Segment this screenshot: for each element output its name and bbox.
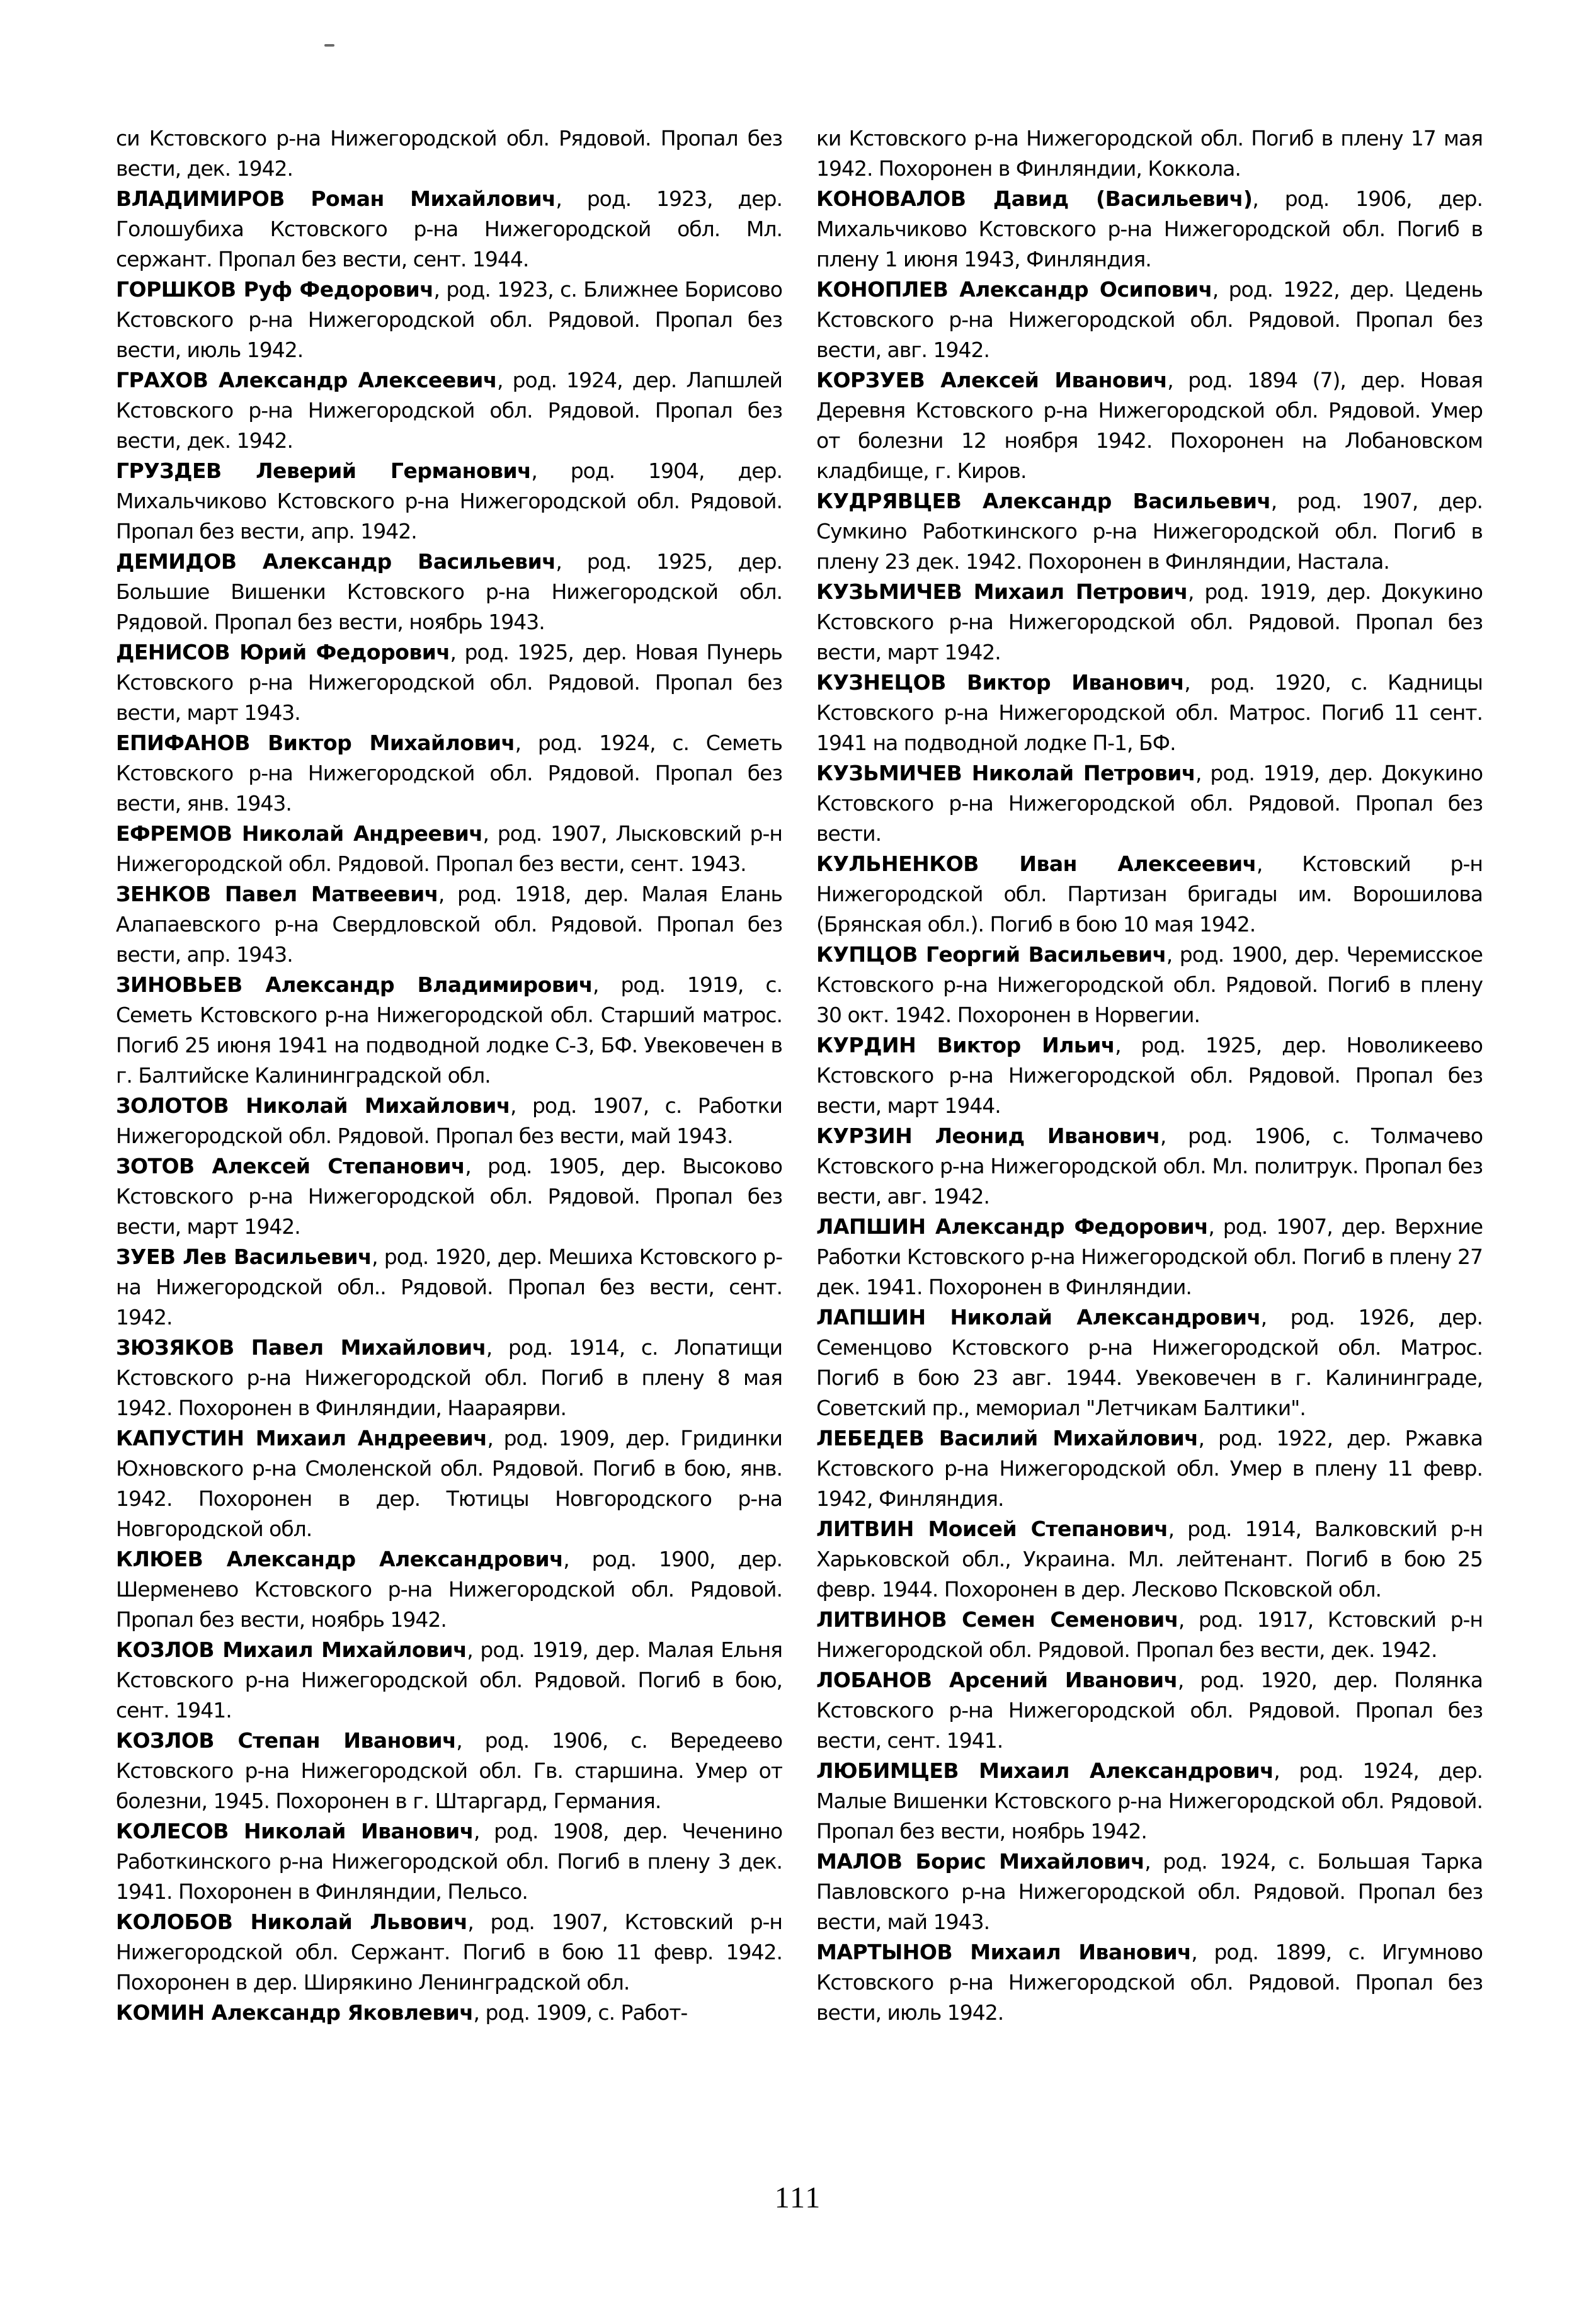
entry-name: ЛИТВИНОВ Семен Семенович xyxy=(816,1607,1178,1632)
entry-details: , род. 1919, с. Семеть Кстовского р-на Нижегородской обл. Старший матрос. Погиб 25 июня 1941 на подводной лодке С-3, БФ. Увековечен в г. Балтийске Калининградской обл. xyxy=(116,972,782,1088)
memorial-entry xyxy=(816,1665,1483,1756)
entry-details: , род. 1894 (7), дер. Новая Деревня Кстовского р-на Нижегородской обл. Рядовой. Умер от болезни 12 ноября 1942. Похоронен на Лобановском кладбище, г. Киров. xyxy=(816,368,1483,483)
entry-details: , род. 1920, дер. Полянка Кстовского р-на Нижегородской обл. Рядовой. Пропал без вести, сент. 1941. xyxy=(816,1668,1483,1753)
memorial-entry xyxy=(816,1847,1483,1937)
entry-name: КУЗЬМИЧЕВ Николай Петрович xyxy=(816,761,1196,785)
entry-name: КУЗЬМИЧЕВ Михаил Петрович xyxy=(816,579,1188,604)
entry-name: КУЗНЕЦОВ Виктор Иванович xyxy=(816,670,1185,695)
entry-name: ЛОБАНОВ Арсений Иванович xyxy=(816,1668,1178,1692)
memorial-entry xyxy=(816,1302,1483,1423)
entry-details: , род. 1919, дер. Докукино Кстовского р-на Нижегородской обл. Рядовой. Пропал без вести, март 1942. xyxy=(816,579,1483,664)
entry-name: ЕФРЕМОВ Николай Андреевич xyxy=(116,821,483,846)
entry-details: , род. 1924, дер. Лапшлей Кстовского р-на Нижегородской обл. Рядовой. Пропал без вести, дек. 1942. xyxy=(116,368,783,453)
entry-name: МАРТЫНОВ Михаил Иванович xyxy=(816,1940,1192,1964)
page-number: 111 xyxy=(774,2181,822,2214)
memorial-entry xyxy=(816,940,1483,1030)
entry-details: , род. 1905, дер. Высоково Кстовского р-на Нижегородской обл. Рядовой. Пропал без вести, март 1942. xyxy=(116,1154,782,1239)
memorial-entry xyxy=(116,1907,782,1998)
memorial-entry xyxy=(116,637,782,728)
entry-name: ЗОТОВ Алексей Степанович xyxy=(116,1154,465,1178)
entry-name: КОНОПЛЕВ Александр Осипович xyxy=(816,277,1212,302)
memorial-entry xyxy=(816,577,1483,668)
entry-name: КОМИН Александр Яковлевич xyxy=(116,2000,474,2025)
entry-name: КОЛОБОВ Николай Львович xyxy=(116,1910,468,1934)
entry-details: , род. 1909, дер. Гридинки Юхновского р-на Смоленской обл. Рядовой. Погиб в бою, янв. 1942. Похоронен в дер. Тютицы Новгородского р-на Новгородской обл. xyxy=(116,1426,782,1541)
entry-details: , род. 1922, дер. Ржавка Кстовского р-на Нижегородской обл. Умер в плену 11 февр. 1942, Финляндия. xyxy=(816,1426,1483,1511)
entry-name: ЛИТВИН Моисей Степанович xyxy=(816,1517,1168,1541)
memorial-entry xyxy=(816,668,1483,758)
memorial-entry xyxy=(116,1423,782,1544)
entry-name: КОРЗУЕВ Алексей Иванович xyxy=(816,368,1168,392)
memorial-entry xyxy=(816,1937,1483,2028)
memorial-entry xyxy=(116,547,782,637)
entry-details: , род. 1900, дер. Черемисское Кстовского р-на Нижегородской обл. Рядовой. Погиб в плену 30 окт. 1942. Похоронен в Норвегии. xyxy=(816,942,1483,1027)
memorial-entry xyxy=(816,1514,1483,1605)
entry-name: ЗЮЗЯКОВ Павел Михайлович xyxy=(116,1335,486,1360)
entry-details: , род. 1925, дер. Новоликеево Кстовского р-на Нижегородской обл. Рядовой. Пропал без вести, март 1944. xyxy=(816,1033,1483,1118)
entry-details: , род. 1906, с. Вередеево Кстовского р-на Нижегородской обл. Гв. старшина. Умер от болезни, 1945. Похоронен в г. Штаргард, Германия. xyxy=(116,1728,783,1813)
entry-name: ЛАПШИН Николай Александрович xyxy=(816,1305,1261,1330)
entry-details: , род. 1925, дер. Новая Пунерь Кстовского р-на Нижегородской обл. Рядовой. Пропал без вести, март 1943. xyxy=(116,640,782,725)
entry-details: , род. 1914, с. Лопатищи Кстовского р-на Нижегородской обл. Погиб в плену 8 мая 1942. Похоронен в Финляндии, Наараярви. xyxy=(116,1335,783,1420)
entry-name: КОЛЕСОВ Николай Иванович xyxy=(116,1819,474,1843)
entry-name: ЕПИФАНОВ Виктор Михайлович xyxy=(116,731,515,755)
entry-details: , род. 1907, дер. Сумкино Работкинского р-на Нижегородской обл. Погиб в плену 23 дек. 1942. Похоронен в Финляндии, Настала. xyxy=(816,489,1483,574)
entry-name: КОЗЛОВ Степан Иванович xyxy=(116,1728,457,1753)
entry-name: ДЕНИСОВ Юрий Федорович xyxy=(116,640,450,664)
entry-details: , род. 1914, Валковский р-н Харьковской обл., Украина. Мл. лейтенант. Погиб в бою 25 февр. 1944. Похоронен в дер. Лесково Псковской обл. xyxy=(816,1517,1483,1602)
memorial-entry xyxy=(816,1030,1483,1121)
entry-name: КОНОВАЛОВ Давид (Васильевич) xyxy=(816,186,1253,211)
entry-name: КУДРЯВЦЕВ Александр Васильевич xyxy=(816,489,1271,513)
entry-details: , род. 1926, дер. Семенцово Кстовского р-на Нижегородской обл. Матрос. Погиб в бою 23 авг. 1944. Увековечен в г. Калининграде, Советский пр., мемориал "Летчикам Балтики". xyxy=(816,1305,1483,1420)
entry-details: си Кстовского р-на Нижегородской обл. Рядовой. Пропал без вести, дек. 1942. xyxy=(116,126,782,181)
entry-details: , род. 1919, дер. Докукино Кстовского р-на Нижегородской обл. Рядовой. Пропал без вести. xyxy=(816,761,1483,846)
entry-details: , род. 1907, дер. Верхние Работки Кстовского р-на Нижегородской обл. Погиб в плену 27 дек. 1941. Похоронен в Финляндии. xyxy=(816,1214,1483,1299)
entry-name: КУПЦОВ Георгий Васильевич xyxy=(816,942,1166,967)
entry-name: КОЗЛОВ Михаил Михайлович xyxy=(116,1637,467,1662)
entry-name: ДЕМИДОВ Александр Васильевич xyxy=(116,549,556,574)
entry-name: ЗИНОВЬЕВ Александр Владимирович xyxy=(116,972,593,997)
memorial-entry xyxy=(116,1091,782,1151)
memorial-entry xyxy=(816,758,1483,849)
memorial-entry xyxy=(816,1121,1483,1212)
entry-name: ЗЕНКОВ Павел Матвеевич xyxy=(116,882,438,906)
memorial-entry xyxy=(116,1635,782,1726)
memorial-entry xyxy=(116,1998,782,2028)
memorial-entry xyxy=(116,1151,782,1242)
entry-continuation xyxy=(116,123,782,184)
entry-name: КУРЗИН Леонид Иванович xyxy=(816,1124,1160,1148)
entry-details: , род. 1904, дер. Михальчиково Кстовского р-на Нижегородской обл. Рядовой. Пропал без вести, апр. 1942. xyxy=(116,458,782,544)
entry-name: ЛАПШИН Александр Федорович xyxy=(816,1214,1209,1239)
memorial-entry xyxy=(116,184,782,275)
entry-details: , род. 1900, дер. Шерменево Кстовского р-на Нижегородской обл. Рядовой. Пропал без вести, ноябрь 1942. xyxy=(116,1547,782,1632)
memorial-entry xyxy=(816,365,1483,486)
entry-details: , род. 1907, Лысковский р-н Нижегородской обл. Рядовой. Пропал без вести, сент. 1943. xyxy=(116,821,782,876)
entry-name: ЗУЕВ Лев Васильевич xyxy=(116,1244,372,1269)
entry-details: , род. 1923, с. Ближнее Борисово Кстовского р-на Нижегородской обл. Рядовой. Пропал без вести, июль 1942. xyxy=(116,277,782,362)
entry-name: КУЛЬНЕНКОВ Иван Алексеевич xyxy=(816,851,1257,876)
memorial-entry xyxy=(116,728,782,819)
memorial-entry xyxy=(816,1756,1483,1847)
entry-details: , род. 1924, с. Семеть Кстовского р-на Нижегородской обл. Рядовой. Пропал без вести, янв. 1943. xyxy=(116,731,782,816)
entry-details: , род. 1906, с. Толмачево Кстовского р-на Нижегородской обл. Мл. политрук. Пропал без вести, авг. 1942. xyxy=(816,1124,1483,1209)
memorial-entry xyxy=(816,486,1483,577)
entry-name: ЗОЛОТОВ Николай Михайлович xyxy=(116,1093,511,1118)
memorial-entry xyxy=(116,970,782,1091)
entry-name: ЛЕБЕДЕВ Василий Михайлович xyxy=(816,1426,1199,1450)
memorial-entry xyxy=(816,275,1483,365)
entry-details: , род. 1924, дер. Малые Вишенки Кстовского р-на Нижегородской обл. Рядовой. Пропал без вести, ноябрь 1942. xyxy=(816,1758,1483,1843)
memorial-entry xyxy=(116,1242,782,1333)
entry-details: , род. 1906, дер. Михальчиково Кстовского р-на Нижегородской обл. Погиб в плену 1 июня 1943, Финляндия. xyxy=(816,186,1483,271)
entry-name: ГОРШКОВ Руф Федорович xyxy=(116,277,434,302)
memorial-entry xyxy=(116,879,782,970)
memorial-entry xyxy=(816,1212,1483,1302)
entry-details: ки Кстовского р-на Нижегородской обл. Погиб в плену 17 мая 1942. Похоронен в Финляндии, Коккола. xyxy=(816,126,1483,181)
entry-details: , род. 1907, Кстовский р-н Нижегородской обл. Сержант. Погиб в бою 11 февр. 1942. Похоронен в дер. Ширякино Ленинградской обл. xyxy=(116,1910,782,1995)
entry-details: , род. 1899, с. Игумново Кстовского р-на Нижегородской обл. Рядовой. Пропал без вести, июль 1942. xyxy=(816,1940,1483,2025)
entry-details: , род. 1918, дер. Малая Елань Алапаевского р-на Свердловской обл. Рядовой. Пропал без вести, апр. 1943. xyxy=(116,882,782,967)
memorial-entry xyxy=(116,1544,782,1635)
entry-details: , род. 1920, с. Кадницы Кстовского р-на Нижегородской обл. Матрос. Погиб 11 сент. 1941 на подводной лодке П-1, БФ. xyxy=(816,670,1483,755)
column-left xyxy=(116,123,782,2028)
memorial-entry xyxy=(116,819,782,879)
entry-details: , Кстовский р-н Нижегородской обл. Партизан бригады им. Ворошилова (Брянская обл.). Погиб в бою 10 мая 1942. xyxy=(816,851,1483,937)
memorial-entry xyxy=(816,1605,1483,1665)
entry-name: МАЛОВ Борис Михайлович xyxy=(816,1849,1145,1874)
entry-details: , род. 1907, с. Работки Нижегородской обл. Рядовой. Пропал без вести, май 1943. xyxy=(116,1093,783,1148)
entry-continuation xyxy=(816,123,1483,184)
memorial-entry xyxy=(116,1333,782,1423)
memorial-entry xyxy=(116,1816,782,1907)
entry-name: ВЛАДИМИРОВ Роман Михайлович xyxy=(116,186,556,211)
entry-name: КУРДИН Виктор Ильич xyxy=(816,1033,1115,1057)
entry-name: КЛЮЕВ Александр Александрович xyxy=(116,1547,564,1571)
entry-details: , род. 1919, дер. Малая Ельня Кстовского р-на Нижегородской обл. Рядовой. Погиб в бою, сент. 1941. xyxy=(116,1637,783,1723)
scan-artifact xyxy=(324,44,334,47)
entry-details: , род. 1923, дер. Голошубиха Кстовского р-на Нижегородской обл. Мл. сержант. Пропал без вести, сент. 1944. xyxy=(116,186,782,271)
entry-name: ГРАХОВ Александр Алексеевич xyxy=(116,368,497,392)
memorial-entry xyxy=(116,365,782,456)
memorial-entry xyxy=(816,1423,1483,1514)
entry-details: , род. 1920, дер. Мешиха Кстовского р-на Нижегородской обл.. Рядовой. Пропал без вести, сент. 1942. xyxy=(116,1244,782,1330)
entry-name: ЛЮБИМЦЕВ Михаил Александрович xyxy=(816,1758,1274,1783)
memorial-entry xyxy=(816,849,1483,940)
memorial-entry xyxy=(116,275,782,365)
memorial-entry xyxy=(116,456,782,547)
entry-details: , род. 1924, с. Большая Тарка Павловского р-на Нижегородской обл. Рядовой. Пропал без вести, май 1943. xyxy=(816,1849,1483,1934)
entry-details: , род. 1917, Кстовский р-н Нижегородской обл. Рядовой. Пропал без вести, дек. 1942. xyxy=(816,1607,1483,1662)
entry-name: ГРУЗДЕВ Леверий Германович xyxy=(116,458,532,483)
entry-details: , род. 1922, дер. Цедень Кстовского р-на Нижегородской обл. Рядовой. Пропал без вести, авг. 1942. xyxy=(816,277,1483,362)
memorial-entry xyxy=(116,1726,782,1816)
entry-details: , род. 1909, с. Работ- xyxy=(473,2000,688,2025)
memorial-entry xyxy=(816,184,1483,275)
entry-name: КАПУСТИН Михаил Андреевич xyxy=(116,1426,487,1450)
entry-details: , род. 1925, дер. Большие Вишенки Кстовского р-на Нижегородской обл. Рядовой. Пропал без вести, ноябрь 1943. xyxy=(116,549,782,634)
entry-details: , род. 1908, дер. Чеченино Работкинского р-на Нижегородской обл. Погиб в плену 3 дек. 1941. Похоронен в Финляндии, Пельсо. xyxy=(116,1819,783,1904)
column-right xyxy=(816,123,1483,2028)
